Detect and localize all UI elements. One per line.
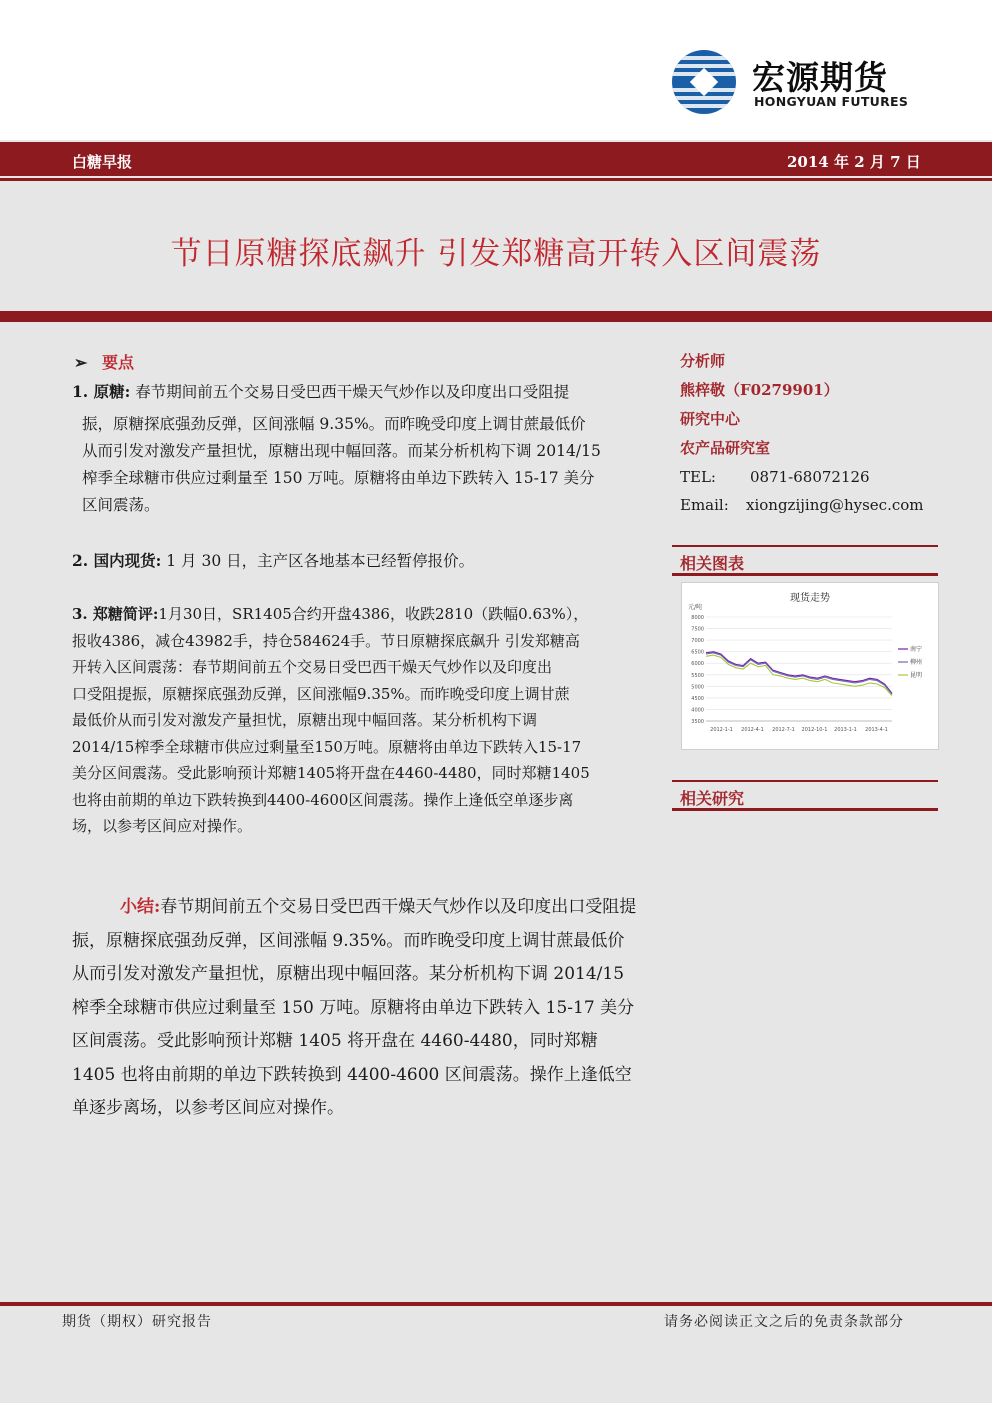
point-3-line: 口受阻提振，原糖探底强劲反弹，区间涨幅9.35%。而昨晚受印度上调甘蔗 bbox=[72, 684, 570, 703]
point-3-line: 2014/15榨季全球糖市供应过剩量至150万吨。原糖将由单边下跌转入15-17 bbox=[72, 737, 582, 756]
point-2 bbox=[72, 547, 642, 575]
chart-svg bbox=[682, 583, 938, 749]
point-1-line: 从而引发对激发产量担忧，原糖出现中幅回落。而某分析机构下调 2014/15 bbox=[82, 442, 601, 460]
report-type: 白糖早报 bbox=[72, 153, 133, 171]
footer-band bbox=[0, 1302, 992, 1306]
email-label: Email: bbox=[680, 496, 729, 514]
point-2-label: 2. 国内现货: bbox=[72, 551, 162, 570]
chart-xtick-label: 2013-4-1 bbox=[865, 727, 888, 733]
point-3 bbox=[72, 601, 644, 840]
charts-rule-bottom bbox=[672, 573, 938, 576]
tel-label: TEL: bbox=[680, 468, 716, 486]
summary-text: 春节期间前五个交易日受巴西干燥天气炒作以及印度出口受阻提振，原糖探底强劲反弹，区间涨幅 9.35%。而昨晚受印度上调甘蔗最低价从而引发对激发产量担忧，原糖出现中幅回落。某分析机构下调 2014/15 榨季全球糖市供应过剩量至 150 万吨。原糖将由单边下跌转入 15-17 美分区间震荡。受此影响预计郑糖 1405 将开盘在 4460-4480，同时郑糖 1405 也将由前期的单边下跌转换到 4400-4600 区间震荡。操作上逢低空单逐步离场，以参考区间应对操作。 bbox=[72, 897, 637, 1118]
chart-xtick-label: 2013-1-1 bbox=[834, 727, 857, 733]
research-center: 研究中心 bbox=[680, 410, 741, 428]
company-logo bbox=[672, 50, 922, 114]
point-2-text: 1 月 30 日，主产区各地基本已经暂停报价。 bbox=[166, 552, 475, 570]
tel-value: 0871-68072126 bbox=[750, 468, 870, 486]
point-3-line: 开转入区间震荡：春节期间前五个交易日受巴西干燥天气炒作以及印度出 bbox=[72, 658, 553, 676]
logo-name-en: HONGYUAN FUTURES bbox=[754, 94, 909, 109]
report-date: 2014 年 2 月 7 日 bbox=[787, 153, 921, 171]
chart-ytick-label: 6000 bbox=[691, 661, 704, 668]
chart-ytick-label: 6500 bbox=[691, 649, 704, 656]
chart-legend-label: 柳州 bbox=[910, 659, 923, 666]
chart-ytick-label: 3500 bbox=[691, 719, 704, 725]
point-1-label: 1. 原糖: bbox=[72, 382, 131, 401]
spot-price-chart bbox=[681, 582, 939, 750]
point-3-line: 也将由前期的单边下跌转换到4400-4600区间震荡。操作上逢低空单逐步离 bbox=[72, 790, 574, 809]
title-divider bbox=[0, 311, 992, 322]
point-3-label: 3. 郑糖简评: bbox=[72, 605, 159, 623]
arrow-bullet-icon: ➢ bbox=[74, 353, 88, 372]
point-1-line: 春节期间前五个交易日受巴西干燥天气炒作以及印度出口受阻提 bbox=[135, 383, 570, 401]
band-divider bbox=[0, 178, 992, 181]
point-1-line: 振，原糖探底强劲反弹，区间涨幅 9.35%。而昨晚受印度上调甘蔗最低价 bbox=[82, 415, 586, 433]
chart-xtick-label: 2012-1-1 bbox=[710, 727, 733, 733]
key-points-heading bbox=[74, 350, 134, 373]
chart-ytick-label: 4500 bbox=[691, 695, 704, 702]
point-3-line: 1月30日，SR1405合约开盘4386，收跌2810（跌幅0.63%）， bbox=[158, 605, 589, 623]
summary-label: 小结: bbox=[120, 897, 161, 917]
chart-ytick-label: 7000 bbox=[691, 638, 704, 645]
chart-ytick-label: 5000 bbox=[691, 684, 704, 691]
chart-legend-label: 昆明 bbox=[910, 672, 923, 679]
charts-rule-top bbox=[672, 545, 938, 547]
point-3-line: 美分区间震荡。受此影响预计郑糖1405将开盘在4460-4480，同时郑糖1405 bbox=[72, 764, 590, 782]
chart-ytick-label: 8000 bbox=[691, 615, 704, 621]
research-rule-top bbox=[672, 780, 938, 782]
email-value[interactable]: xiongzijing@hysec.com bbox=[746, 496, 924, 514]
logo-name-cn: 宏源期货 bbox=[752, 58, 888, 97]
point-1-body bbox=[82, 411, 642, 519]
chart-title: 现货走势 bbox=[790, 593, 830, 604]
research-dept: 农产品研究室 bbox=[680, 439, 771, 457]
point-1-line: 区间震荡。 bbox=[82, 496, 160, 514]
analyst-name: 熊梓敬（F0279901） bbox=[680, 381, 839, 399]
chart-series-line bbox=[706, 652, 892, 694]
key-points-label: 要点 bbox=[102, 353, 135, 372]
chart-ytick-label: 5500 bbox=[691, 672, 704, 679]
charts-heading: 相关图表 bbox=[680, 554, 745, 573]
chart-ytick-label: 7500 bbox=[691, 626, 704, 633]
point-3-line: 最低价从而引发对激发产量担忧，原糖出现中幅回落。某分析机构下调 bbox=[72, 711, 538, 729]
chart-xtick-label: 2012-7-1 bbox=[772, 727, 795, 733]
research-rule-bottom bbox=[672, 808, 938, 811]
point-3-line: 场，以参考区间应对操作。 bbox=[72, 817, 253, 835]
summary-paragraph bbox=[72, 891, 640, 1126]
point-1-line: 榨季全球糖市供应过剩量至 150 万吨。原糖将由单边下跌转入 15-17 美分 bbox=[82, 469, 595, 487]
chart-xtick-label: 2012-10-1 bbox=[801, 727, 828, 733]
report-title: 节日原糖探底飙升 引发郑糖高开转入区间震荡 bbox=[170, 236, 822, 272]
chart-ylabel: 元/吨 bbox=[688, 604, 703, 611]
chart-xtick-label: 2012-4-1 bbox=[741, 727, 764, 733]
chart-series-line bbox=[706, 653, 892, 695]
analyst-label: 分析师 bbox=[680, 352, 726, 370]
point-1 bbox=[72, 378, 642, 406]
footer-report-type: 期货（期权）研究报告 bbox=[62, 1314, 212, 1330]
chart-legend-label: 南宁 bbox=[910, 646, 923, 653]
research-heading: 相关研究 bbox=[680, 789, 745, 808]
logo-emblem-icon bbox=[672, 50, 736, 114]
footer-disclaimer: 请务必阅读正文之后的免责条款部分 bbox=[664, 1314, 904, 1330]
chart-ytick-label: 4000 bbox=[691, 707, 704, 714]
point-3-line: 报收4386，减仓43982手，持仓584624手。节日原糖探底飙升 引发郑糖高 bbox=[72, 631, 580, 650]
